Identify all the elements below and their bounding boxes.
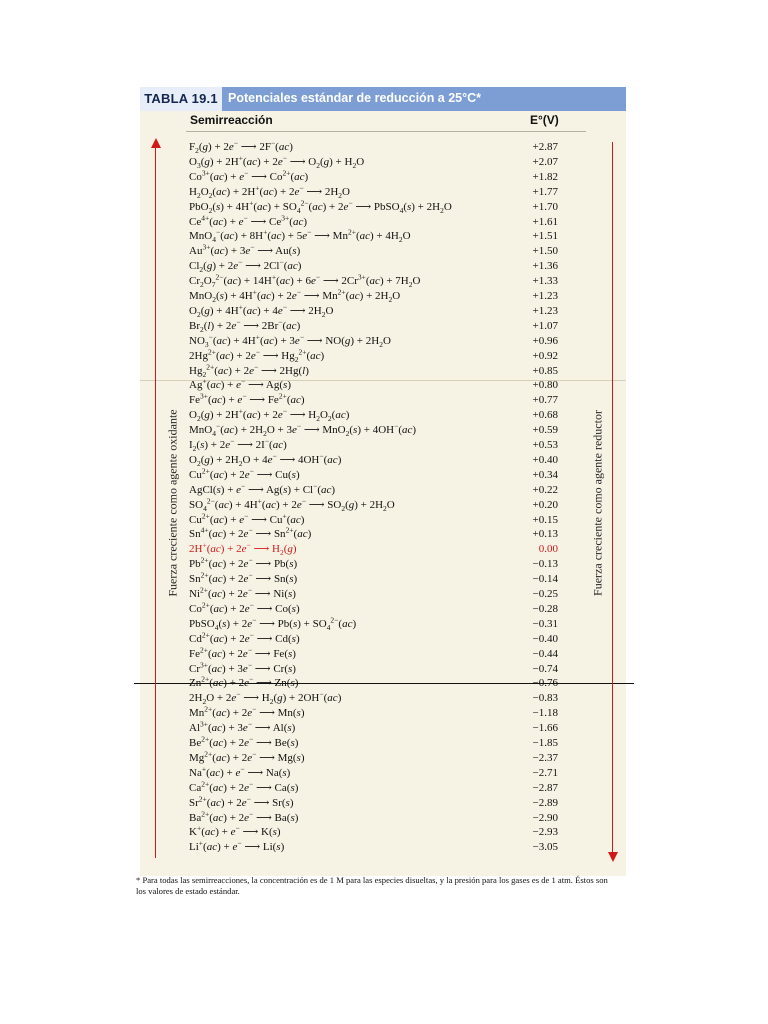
table-row (186, 510, 558, 528)
half-reaction: $H_2O_2(ac) + 2H^+(ac) + 2e^-$ ⟶ $2H_2O$ (189, 183, 350, 200)
half-reaction: $Co^{2+}(ac) + 2e^-$ ⟶ Co(s) (189, 600, 300, 615)
table-row (186, 644, 558, 662)
half-reaction: AgCl(s) + e− ⟶ Ag(s) + Cl−(ac) (189, 481, 336, 496)
reduction-potential: −0.28 (532, 602, 558, 615)
table-row (186, 229, 558, 244)
half-reaction: 2H+(ac) + 2e− ⟶ $H_2(g)$ (189, 540, 297, 558)
half-reaction: $Be^{2+}(ac) + 2e^-$ ⟶ Be(s) (189, 734, 299, 749)
column-header-potential: E°(V) (530, 113, 559, 127)
reduction-potential: +0.20 (532, 498, 558, 511)
table-row (186, 602, 558, 617)
reduction-potential: +1.70 (532, 200, 558, 213)
half-reaction: $MnO_4^-(ac) + 2H_2O + 3e^-$ ⟶ MnO$_2$(s) + 4OH−(ac) (189, 421, 417, 439)
reduction-potential: +0.15 (532, 513, 558, 526)
half-reaction: $Cd^{2+}(ac) + 2e^-$ ⟶ Cd(s) (189, 630, 300, 645)
table-row (186, 274, 558, 289)
left-side-label: Fuerza creciente como agente oxidante (165, 409, 180, 597)
table-row (186, 212, 558, 230)
reduction-potential: −2.87 (532, 781, 558, 794)
half-reaction: MnO$_4$−(ac) + 8H+(ac) + 5e− ⟶ $Mn^{2+}(ac) + 4H_2O$ (189, 227, 411, 245)
table-row (186, 319, 558, 334)
table-row (186, 793, 558, 811)
half-reaction: $Cr^{3+}(ac) + 3e^-$ ⟶ Cr(s) (189, 659, 296, 675)
left-arrow-shaft (155, 146, 156, 858)
reduction-potential: −0.74 (532, 662, 558, 675)
half-reaction: MnO$_2$(s) + 4H+(ac) + 2e− ⟶ $Mn^{2+}(ac) + 2H_2O$ (189, 287, 401, 305)
reduction-potential: +1.61 (532, 215, 558, 228)
half-reaction: $Fe^{3+}(ac) + e^-$ ⟶ $Fe^{2+}(ac)$ (189, 391, 305, 407)
half-reaction: $F_2(g) + 2e^-$ ⟶ 2F−(ac) (189, 138, 293, 156)
reduction-potential: +1.77 (532, 185, 558, 198)
table-row (186, 483, 558, 498)
table-row (186, 706, 558, 721)
half-reaction: Na+(ac) + e− ⟶ Na(s) (189, 764, 291, 779)
reduction-potential: −0.14 (532, 573, 558, 586)
table-row (186, 304, 558, 319)
table-row (186, 197, 558, 215)
reduction-potential: +0.77 (532, 394, 558, 407)
reduction-potential: −2.89 (532, 796, 558, 809)
reduction-potential: +0.53 (532, 439, 558, 451)
table-row (186, 334, 558, 349)
table-row (186, 840, 558, 855)
half-reaction: $Ce^{4+}(ac) + e^-$ ⟶ $Ce^{3+}(ac)$ (189, 212, 307, 228)
reduction-potential: +0.85 (532, 364, 558, 377)
half-reaction: $O_3(g) + 2H^+(ac) + 2e^-$ ⟶ $O_2(g) + H_2O$ (189, 153, 365, 171)
half-reaction: $SO_4^{2-}(ac) + 4H^+(ac) + 2e^-$ ⟶ $SO_2(g) + 2H_2O$ (189, 495, 395, 513)
reduction-potential: +1.36 (532, 260, 558, 273)
reduction-potential: +1.23 (532, 290, 558, 302)
reduction-potential: +0.80 (532, 379, 558, 392)
half-reaction: PbSO$_4$(s) + 2e− ⟶ $Pb(s) + SO_4^{2-}(ac)$ (189, 615, 357, 632)
half-reaction: $Fe^{2+}(ac) + 2e^-$ ⟶ Fe(s) (189, 644, 296, 660)
table-row (186, 346, 558, 364)
reduction-potential: −0.31 (532, 617, 558, 630)
reduction-potential: +0.68 (532, 409, 558, 422)
half-reaction: $PbO_2(s) + 4H^+(ac) + SO_4^{2-}(ac) + 2e^-$ ⟶ PbSO$_4$(s) + $2H_2O$ (189, 197, 452, 215)
table-row (186, 632, 558, 647)
reduction-potential: −0.25 (532, 588, 558, 600)
column-header-reaction: Semirreacción (190, 113, 273, 127)
table-row (186, 766, 558, 781)
reduction-potential: +1.82 (532, 170, 558, 183)
table-row (186, 408, 558, 423)
table-row (186, 617, 558, 632)
reduction-potential: −0.44 (532, 647, 558, 660)
half-reaction: Li+(ac) + e− ⟶ Li(s) (189, 838, 285, 854)
reduction-potential: +1.50 (532, 245, 558, 258)
half-reaction: $Al^{3+}(ac) + 3e^-$ ⟶ Al(s) (189, 719, 296, 735)
reduction-potential: −1.66 (532, 722, 558, 735)
half-reaction: $NO_3^-(ac) + 4H^+(ac) + 3e^-$ ⟶ $NO(g) + 2H_2O$ (189, 332, 391, 349)
half-reaction: $Sr^{2+}(ac) + 2e^-$ ⟶ Sr(s) (189, 793, 294, 809)
half-reaction: K+(ac) + e− ⟶ K(s) (189, 823, 281, 839)
half-reaction: $Sn^{4+}(ac) + 2e^-$ ⟶ $Sn^{2+}(ac)$ (189, 525, 312, 541)
half-reaction: $Ni^{2+}(ac) + 2e^-$ ⟶ Ni(s) (189, 585, 296, 600)
right-side-label: Fuerza creciente como agente reductor (590, 410, 605, 596)
reduction-potential: −3.05 (532, 841, 558, 854)
reduction-potential: +0.59 (532, 424, 558, 437)
table-row (186, 676, 558, 691)
half-reaction: $I_2(s) + 2e^-$ ⟶ 2I−(ac) (189, 436, 287, 454)
reduction-potential: −1.18 (532, 707, 558, 720)
reduction-potential: +0.92 (532, 349, 558, 362)
table-row (186, 453, 558, 468)
table-row (186, 423, 558, 438)
table-row (186, 438, 558, 453)
half-reaction: $Co^{3+}(ac) + e^-$ ⟶ $Co^{2+}(ac)$ (189, 168, 309, 183)
reduction-potential: −2.37 (532, 751, 558, 764)
table-row (186, 736, 558, 751)
half-reaction: $Cu^{2+}(ac) + e^-$ ⟶ Cu+(ac) (189, 510, 305, 526)
reduction-potential: −0.13 (532, 558, 558, 571)
arrow-up-icon (150, 138, 162, 156)
table-number: TABLA 19.1 (140, 87, 222, 111)
table-row (186, 527, 558, 542)
table-row (186, 259, 558, 274)
right-arrow-shaft (612, 142, 613, 858)
table-row (186, 542, 558, 557)
half-reaction: $Zn^{2+}(ac) + 2e^-$ ⟶ Zn(s) (189, 674, 299, 690)
half-reaction: Ag+(ac) + e− ⟶ Ag(s) (189, 376, 291, 392)
reduction-potential: +0.34 (532, 468, 558, 481)
reduction-potential: +0.13 (532, 528, 558, 541)
table-row (186, 557, 558, 572)
half-reaction: $Hg_2^{2+}(ac) + 2e^-$ ⟶ 2Hg(l) (189, 361, 309, 379)
reduction-potential: +0.96 (532, 334, 558, 347)
reduction-potential: +2.07 (532, 155, 558, 168)
half-reaction: $2Hg^{2+}(ac) + 2e^-$ ⟶ $Hg_2^{2+}(ac)$ (189, 346, 325, 364)
footnote: * Para todas las semirreacciones, la concentración es de 1 M para las especies disueltas, y la presión para los gases es de 1 atm. Éstos son los valores de estado estándar. (136, 875, 608, 896)
half-reaction: $Pb^{2+}(ac) + 2e^-$ ⟶ Pb(s) (189, 555, 298, 571)
half-reaction: $O_2(g) + 2H^+(ac) + 2e^-$ ⟶ $H_2O_2(ac)$ (189, 406, 350, 424)
reduction-potential: −0.83 (532, 692, 558, 705)
table-row (186, 781, 558, 796)
half-reaction: $Cl_2(g) + 2e^-$ ⟶ 2Cl−(ac) (189, 257, 302, 275)
half-reaction: $O_2(g) + 2H_2O + 4e^-$ ⟶ 4OH−(ac) (189, 451, 342, 469)
reduction-potential: −0.76 (532, 677, 558, 690)
table-title: Potenciales estándar de reducción a 25°C* (228, 91, 482, 105)
table-row (186, 572, 558, 587)
arrow-down-icon (607, 852, 619, 866)
reduction-potential: +0.40 (532, 453, 558, 466)
table-row (186, 587, 558, 602)
reduction-potential: −2.93 (532, 826, 558, 839)
half-reaction: $Ca^{2+}(ac) + 2e^-$ ⟶ Ca(s) (189, 779, 299, 794)
half-reaction: $Mn^{2+}(ac) + 2e^-$ ⟶ Mn(s) (189, 704, 305, 720)
half-reaction: $Ba^{2+}(ac) + 2e^-$ ⟶ Ba(s) (189, 808, 299, 824)
half-reaction: $Mg^{2+}(ac) + 2e^-$ ⟶ Mg(s) (189, 749, 305, 764)
reduction-potential: +2.87 (532, 141, 558, 153)
reduction-potential: +1.23 (532, 304, 558, 317)
half-reaction: $Au^{3+}(ac) + 3e^-$ ⟶ Au(s) (189, 242, 301, 258)
table-row (186, 808, 558, 826)
table-row (186, 495, 558, 513)
half-reaction: $Cu^{2+}(ac) + 2e^-$ ⟶ Cu(s) (189, 466, 300, 481)
table-row (186, 170, 558, 185)
half-reaction: $2H_2O + 2e^-$ ⟶ $H_2(g) + 2OH^-(ac)$ (189, 689, 342, 707)
table-row (186, 659, 558, 677)
reduction-potential: −2.90 (532, 811, 558, 824)
reduction-potential: +1.07 (532, 319, 558, 332)
reduction-potential: +1.51 (532, 230, 558, 243)
reduction-potential: +1.33 (532, 275, 558, 288)
reduction-potential: +0.22 (532, 483, 558, 496)
half-reaction: $O_2(g) + 4H^+(ac) + 4e^-$ ⟶ $2H_2O$ (189, 302, 334, 320)
half-reaction: $Cr_2O_7^{2-}(ac) + 14H^+(ac) + 6e^-$ ⟶ $2Cr^{3+}(ac) + 7H_2O$ (189, 272, 421, 290)
half-reaction: $Br_2(l) + 2e^-$ ⟶ 2Br−(ac) (189, 317, 301, 334)
table-row (186, 691, 558, 706)
half-reaction: $Sn^{2+}(ac) + 2e^-$ ⟶ Sn(s) (189, 570, 298, 586)
table-row (186, 185, 558, 200)
reduction-potential: −0.40 (532, 632, 558, 645)
table-row (186, 721, 558, 736)
reduction-potential: −1.85 (532, 737, 558, 749)
table-row (186, 155, 558, 170)
reduction-potential: −2.71 (532, 766, 558, 779)
header-rule (186, 131, 586, 132)
reduction-potential: 0.00 (538, 543, 558, 556)
